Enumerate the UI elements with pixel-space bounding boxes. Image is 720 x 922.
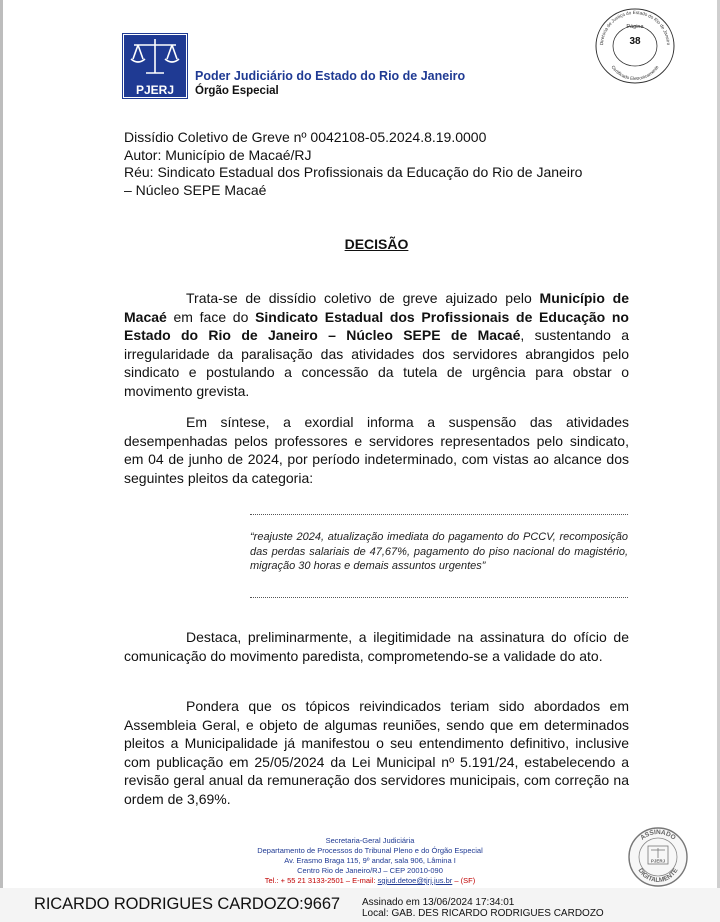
page-number: 38 — [629, 36, 641, 47]
seal-arc-text: Diretoria de Justiça do Estado do Rio de Janeiro — [598, 9, 672, 46]
footer-line-5: Tel.: + 55 21 3133-2501 – E-mail: sgjud.detoe@tjrj.jus.br – (SF) — [264, 876, 476, 885]
court-name: Poder Judiciário do Estado do Rio de Janeiro — [195, 69, 466, 83]
pjerj-logo — [122, 33, 188, 99]
decision-heading: DECISÃO — [344, 236, 409, 252]
case-plaintiff: Autor: Município de Macaé/RJ — [124, 146, 312, 163]
digital-signature-seal — [627, 826, 689, 888]
quote-divider-top — [250, 514, 628, 515]
signature-info — [362, 897, 604, 919]
seal-page-label: Página — [626, 24, 644, 30]
page-left-border — [0, 0, 3, 922]
seal-top-text: ASSINADO — [639, 828, 677, 842]
seal-bottom-text: Certificado Eletronicamente — [610, 64, 660, 82]
court-subtitle: Órgão Especial — [195, 85, 279, 97]
signature-place: Local: GAB. DES RICARDO RODRIGUES CARDOZO — [362, 908, 604, 919]
footer-email-link[interactable]: sgjud.detoe@tjrj.jus.br — [377, 876, 453, 885]
case-header — [124, 129, 644, 199]
svg-text:Certificado Eletronicamente — [610, 64, 659, 81]
footer-line-1: Secretaria-Geral Judiciária — [325, 836, 415, 845]
paragraph-2: Em síntese, a exordial informa a suspensão das atividades desempenhadas pelos professores e servidores representados pelo sindicato, em 04 de junho de 2024, por período indeterminado, com vistas ao alcance dos seguintes pleitos da categoria: — [124, 414, 629, 486]
case-number: Dissídio Coletivo de Greve nº 0042108-05.2024.8.19.0000 — [124, 129, 487, 145]
case-defendant-cont: – Núcleo SEPE Macaé — [124, 181, 267, 198]
quote-block: “reajuste 2024, atualização imediata do pagamento do PCCV, recomposição das perdas salariais de 47,67%, pagamento do piso nacional do magistério, migração 30 horas e demais assuntos urgentes” — [250, 531, 628, 572]
quote-divider-bottom — [250, 597, 628, 598]
case-defendant: Réu: Sindicato Estadual dos Profissionais da Educação do Rio de Janeiro — [124, 164, 583, 180]
seal-bottom-arc-text: DIGITALMENTE — [636, 867, 680, 885]
footer-line-4: Centro Rio de Janeiro/RJ – CEP 20010-090 — [297, 866, 443, 875]
footer-line-3: Av. Erasmo Braga 115, 9º andar, sala 906, Lâmina I — [284, 856, 456, 865]
paragraph-4: Pondera que os tópicos reivindicados teriam sido abordados em Assembleia Geral, e objeto de algumas reuniões, sendo que em determinados pleitos a Municipalidade já manifestou o seu entendimento definitivo, inclusive com publicação em 25/05/2024 da Lei Municipal nº 5.191/24, estabelecendo a revisão geral anual da remuneração dos servidores municipais, com correção na ordem de 3,69%. — [124, 698, 629, 807]
signed-at: Assinado em 13/06/2024 17:34:01 — [362, 897, 515, 908]
paragraph-1: Trata-se de dissídio coletivo de greve ajuizado pelo Município de Macaé em face do Sindicato Estadual dos Profissionais de Educação no Estado do Rio de Janeiro – Núcleo SEPE de Macaé, sustentando a irregularidade da paralisação das atividades dos servidores abrangidos pelo sindicato e postulando a concessão da tutela de urgência para obstar o movimento grevista. — [124, 290, 629, 399]
signer-name: RICARDO RODRIGUES CARDOZO:9667 — [34, 895, 340, 913]
paragraph-3: Destaca, preliminarmente, a ilegitimidade na assinatura do ofício de comunicação do movimento paredista, comprometendo-se a validade do ato. — [124, 629, 629, 664]
footer-line-2: Departamento de Processos do Tribunal Pleno e do Órgão Especial — [257, 846, 483, 855]
logo-text: PJERJ — [135, 83, 175, 97]
seal-logo-text: PJERJ — [650, 858, 666, 864]
footer-address — [210, 836, 530, 886]
